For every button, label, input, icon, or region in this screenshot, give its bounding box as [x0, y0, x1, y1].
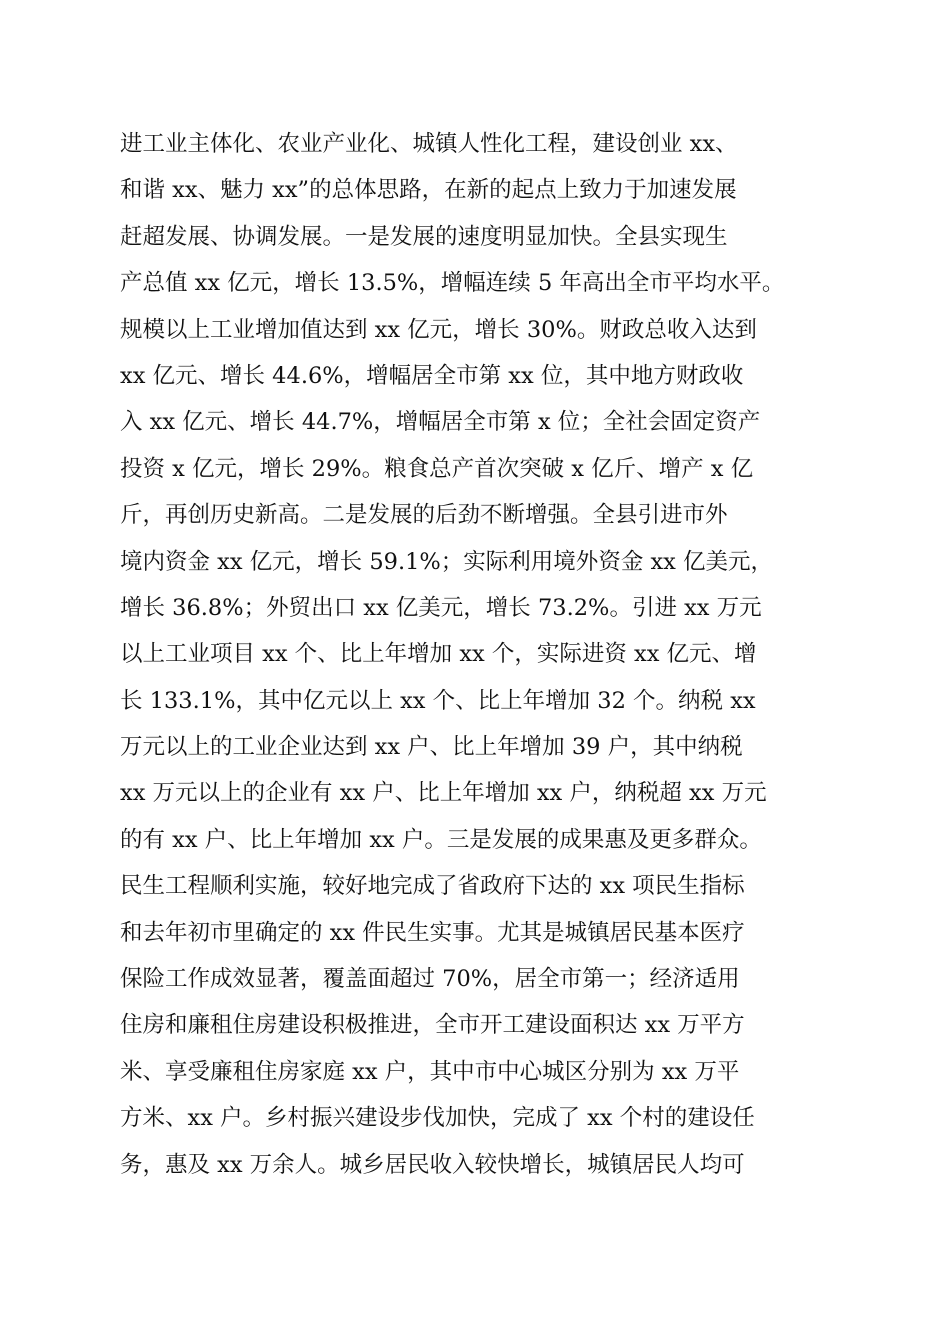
text-line: xx 万元以上的企业有 xx 户、比上年增加 xx 户，纳税超 xx 万元: [120, 780, 767, 807]
text-line: 和去年初市里确定的 xx 件民生实事。尤其是城镇居民基本医疗: [120, 919, 745, 946]
text-line: 境内资金 xx 亿元，增长 59.1%；实际利用境外资金 xx 亿美元，: [120, 548, 773, 575]
text-line: 和谐 xx、魅力 xx”的总体思路，在新的起点上致力于加速发展: [120, 177, 737, 204]
text-line: 方米、xx 户。乡村振兴建设步伐加快，完成了 xx 个村的建设任: [120, 1105, 755, 1132]
text-line: 保险工作成效显著，覆盖面超过 70%，居全市第一；经济适用: [120, 966, 740, 993]
text-line: xx 亿元、增长 44.6%，增幅居全市第 xx 位，其中地方财政收: [120, 362, 744, 389]
text-line: 民生工程顺利实施，较好地完成了省政府下达的 xx 项民生指标: [120, 873, 745, 900]
text-line: 增长 36.8%；外贸出口 xx 亿美元，增长 73.2%。引进 xx 万元: [120, 594, 762, 621]
body-text: [120, 121, 840, 1188]
text-line: 长 133.1%，其中亿元以上 xx 个、比上年增加 32 个。纳税 xx: [120, 687, 756, 714]
text-line: 赶超发展、协调发展。一是发展的速度明显加快。全县实现生: [120, 223, 728, 250]
text-line: 产总值 xx 亿元，增长 13.5%，增幅连续 5 年高出全市平均水平。: [120, 270, 785, 297]
text-line: 住房和廉租住房建设积极推进，全市开工建设面积达 xx 万平方: [120, 1012, 745, 1039]
text-line: 的有 xx 户、比上年增加 xx 户。三是发展的成果惠及更多群众。: [120, 826, 762, 853]
text-line: 规模以上工业增加值达到 xx 亿元，增长 30%。财政总收入达到: [120, 316, 757, 343]
text-line: 斤，再创历史新高。二是发展的后劲不断增强。全县引进市外: [120, 502, 728, 529]
text-line: 进工业主体化、农业产业化、城镇人性化工程，建设创业 xx、: [120, 131, 738, 157]
text-line: 万元以上的工业企业达到 xx 户、比上年增加 39 户，其中纳税: [120, 734, 743, 761]
text-line: 务，惠及 xx 万余人。城乡居民收入较快增长，城镇居民人均可: [120, 1151, 745, 1178]
text-line: 以上工业项目 xx 个、比上年增加 xx 个，实际进资 xx 亿元、增: [120, 641, 757, 668]
text-line: 入 xx 亿元、增长 44.7%，增幅居全市第 x 位；全社会固定资产: [120, 409, 761, 436]
text-line: 米、享受廉租住房家庭 xx 户，其中市中心城区分别为 xx 万平: [120, 1058, 740, 1085]
text-line: 投资 x 亿元，增长 29%。粮食总产首次突破 x 亿斤、增产 x 亿: [120, 455, 754, 482]
